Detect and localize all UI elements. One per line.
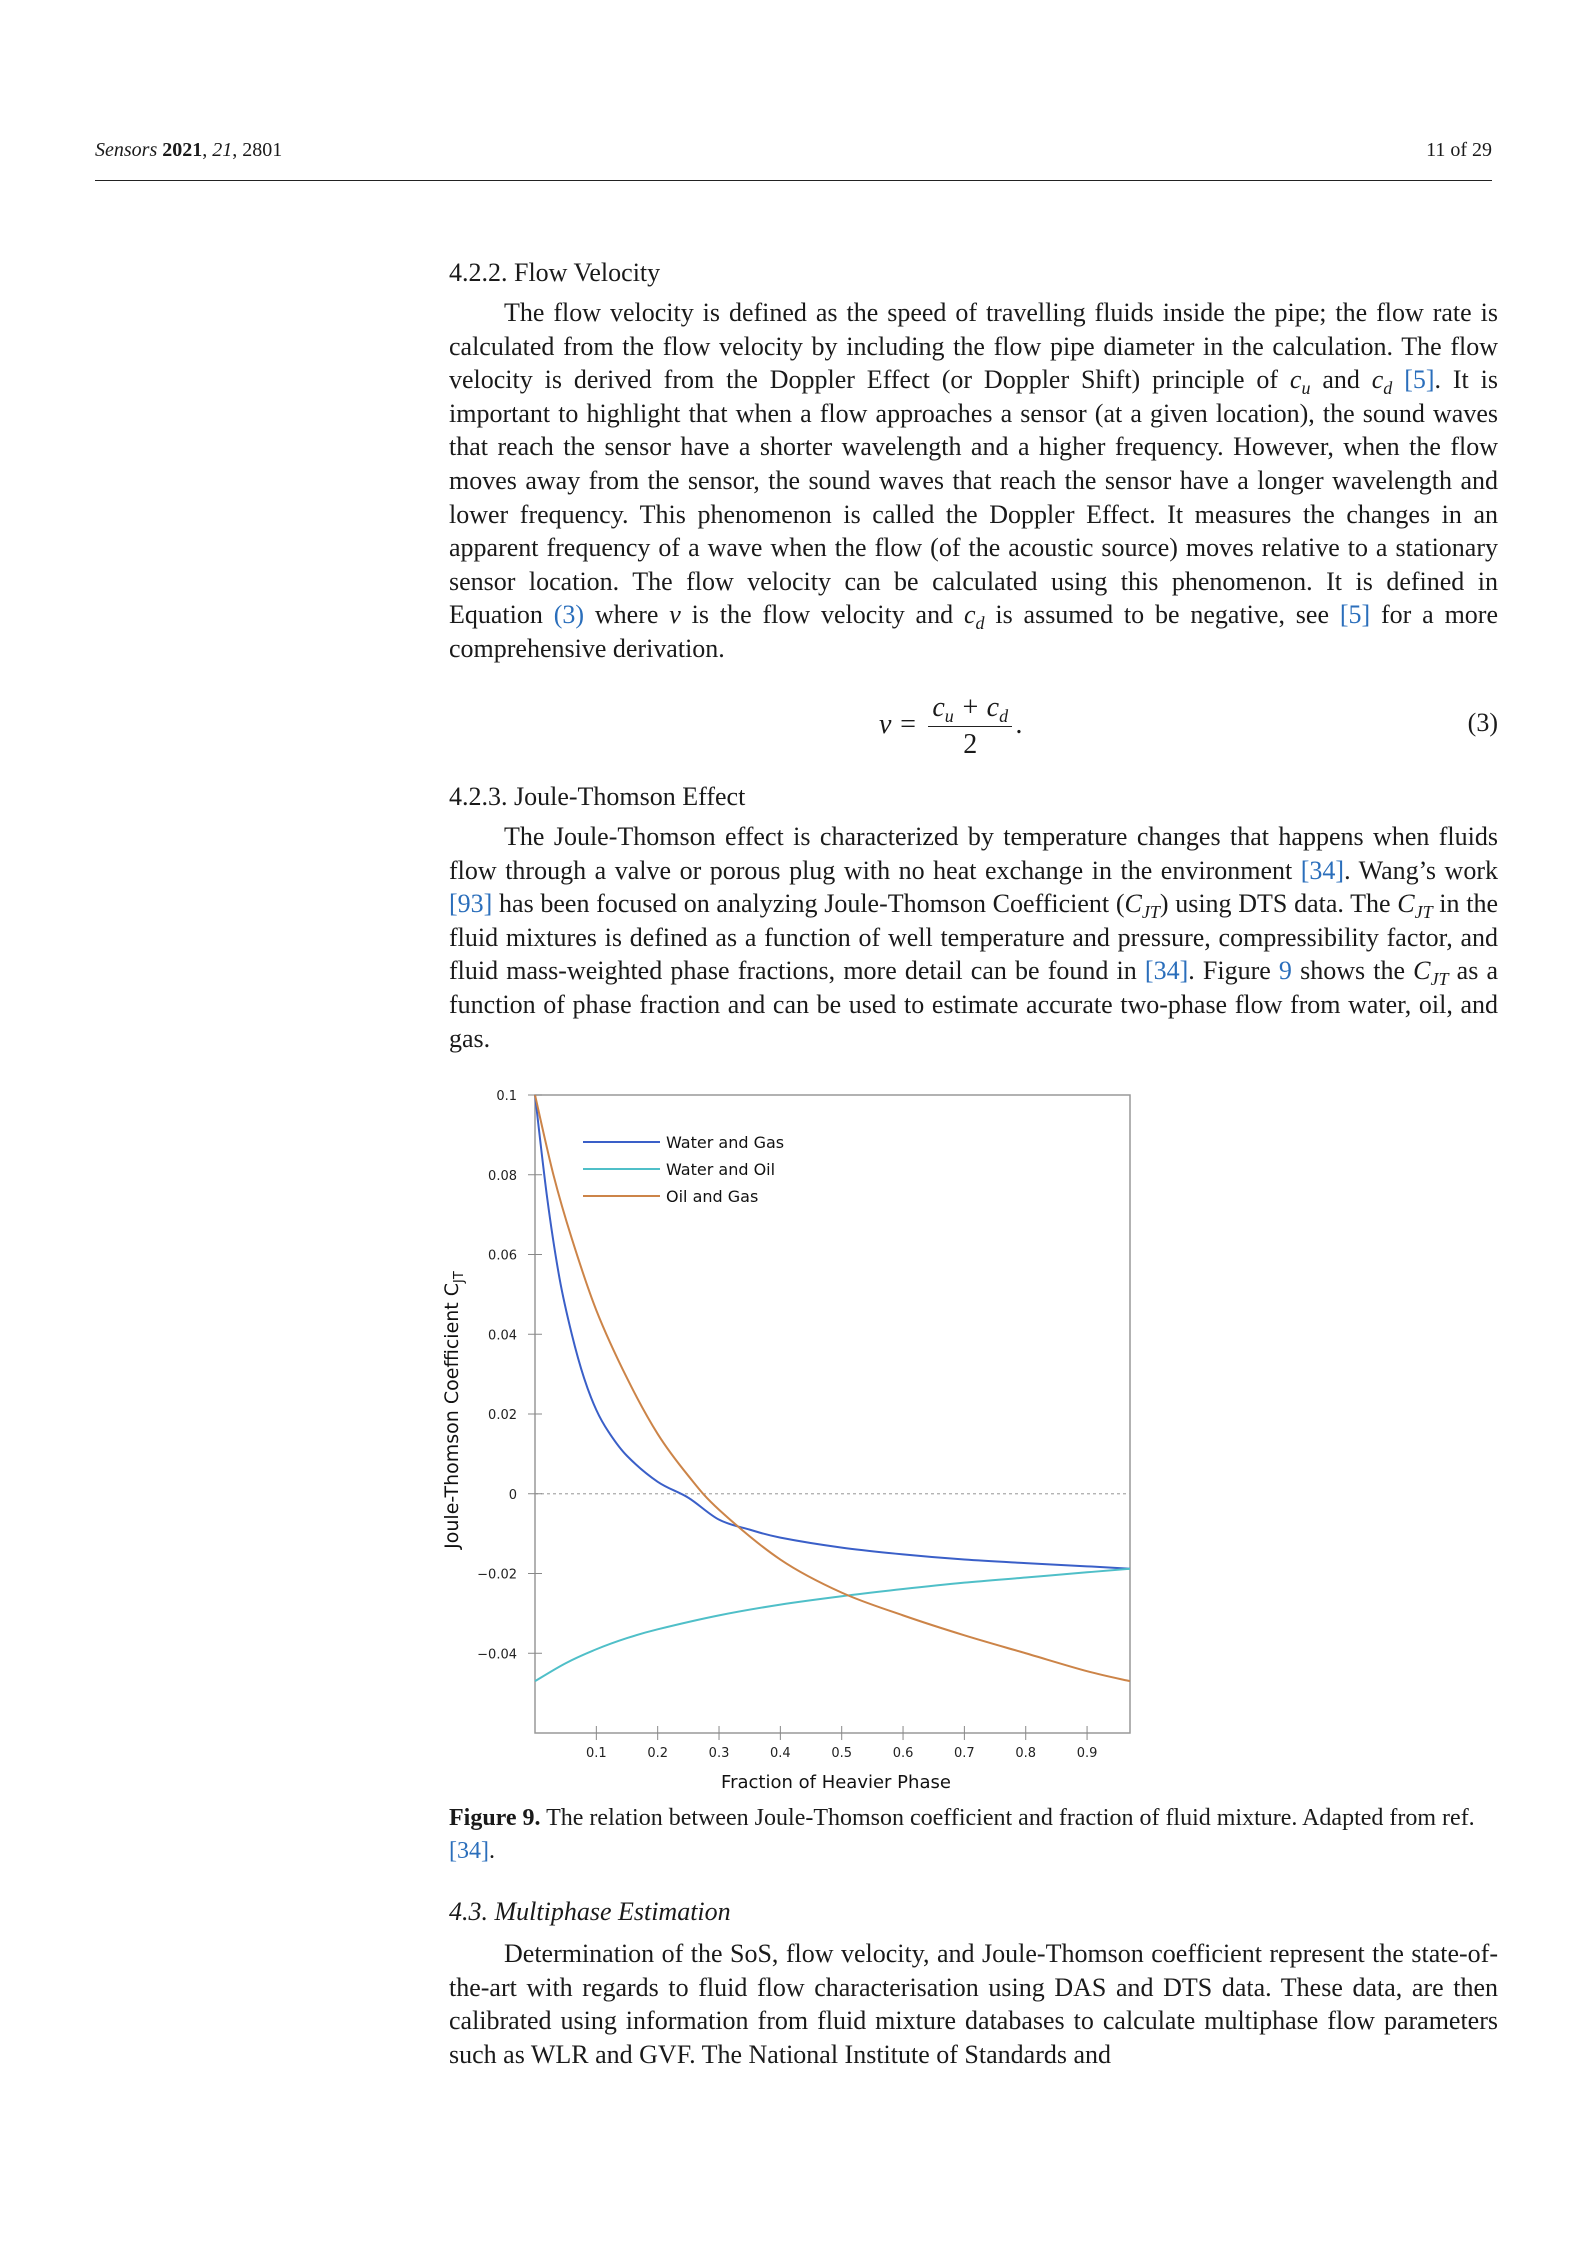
section-heading-flow-velocity: 4.2.2. Flow Velocity: [449, 258, 661, 287]
multiphase-paragraph: Determination of the SoS, flow velocity, and Joule-Thomson coefficient represent the state-of-the-art with regards to fluid flow characterisation using DAS and DTS data. These data, are then calibrated using information from fluid mixture databases to calculate multiphase flow parameters such as WLR and GVF. The National Institute of Standards and: [449, 1939, 1498, 2069]
plot-border: [535, 1095, 1130, 1733]
text-run: where: [584, 600, 670, 630]
x-tick-label: 0.3: [708, 1746, 730, 1761]
text-run: and: [1310, 365, 1372, 395]
x-tick-label: 0.7: [954, 1746, 975, 1761]
equation-3: [449, 690, 1498, 770]
section-multiphase: [449, 1895, 1498, 2071]
y-tick-label: 0.06: [488, 1248, 517, 1264]
x-tick-label: 0.8: [1015, 1746, 1037, 1761]
running-header-citation: Sensors 2021, 21, 2801: [95, 139, 283, 161]
citation-link-34[interactable]: [34]: [1300, 855, 1345, 885]
y-axis-label: [441, 1271, 467, 1550]
text-run: The Joule-Thomson effect is characterized by temperature changes that happens when fluids flow through a valve or porous plug with no heat exchange in the environment: [449, 822, 1498, 885]
joule-thomson-chart: [430, 1080, 1150, 1810]
section-joule-thomson: [449, 780, 1498, 1055]
citation-link-5[interactable]: [5]: [1404, 365, 1435, 395]
text-run: shows the: [1291, 956, 1414, 986]
math-plus-c: + c: [953, 692, 1000, 723]
y-tick-label: −0.04: [477, 1647, 517, 1663]
page-number: 11 of 29: [1426, 139, 1492, 161]
math-sub-u: u: [944, 706, 954, 726]
header-rule: [95, 180, 1492, 181]
text-run: is the flow velocity and: [680, 600, 964, 630]
equation-link-3[interactable]: (3): [553, 600, 585, 630]
y-tick-label: 0.02: [488, 1408, 517, 1423]
text-run: in the fluid mixtures is defined as a function of well temperature and pressure, compressibility factor, and fluid mass-weighted phase fractions, more detail can be found in: [449, 889, 1498, 986]
text-run: for a more comprehensive derivation.: [449, 600, 1498, 663]
math-c: C: [1397, 889, 1415, 919]
text-run: has been focused on analyzing Joule-Thomson Coefficient (: [492, 889, 1125, 919]
figure-caption: [449, 1802, 1498, 1868]
fraction-numerator: [928, 690, 1012, 727]
x-axis-label: Fraction of Heavier Phase: [721, 1772, 951, 1793]
legend-label-oil-and-gas: Oil and Gas: [666, 1187, 759, 1206]
flow-velocity-paragraph: [449, 296, 1498, 666]
math-c: c: [1289, 365, 1302, 395]
math-sub-u: u: [1301, 378, 1311, 399]
math-c: c: [963, 600, 976, 630]
joule-thomson-paragraph: [449, 820, 1498, 1055]
legend-label-water-and-oil: Water and Oil: [666, 1160, 776, 1179]
series-line-water-and-gas: [535, 1095, 1130, 1569]
journal-name: Sensors: [95, 139, 158, 161]
equation-fraction: [928, 690, 1012, 763]
equation-number: (3): [1467, 708, 1498, 737]
text-run: The flow velocity is defined as the speed of travelling fluids inside the pipe; the flow rate is calculated from the flow velocity by including the flow pipe diameter in the calculation. The flow velocity is derived from the Doppler Effect (or Doppler Shift) principle of: [449, 298, 1498, 395]
math-c: C: [1413, 956, 1431, 986]
text-run: is assumed to be negative, see: [984, 600, 1340, 630]
y-axis-label-main: Joule-Thomson Coefficient C: [441, 1282, 463, 1549]
x-tick-label: 0.2: [647, 1746, 669, 1761]
text-run: . It is important to highlight that when a flow approaches a sensor (at a given location), the sound waves that reach the sensor have a shorter wavelength and a higher frequency. However, when the flow moves away from the sensor, the sound waves that reach the sensor have a longer wavelength and lower frequency. This phenomenon is called the Doppler Effect. It measures the changes in an apparent frequency of a wave when the flow (of the acoustic source) moves relative to a stationary sensor location. The flow velocity can be calculated using this phenomenon. It is defined in Equation: [449, 365, 1498, 630]
x-tick-label: 0.1: [585, 1746, 607, 1761]
math-sub-d: d: [975, 613, 985, 634]
x-tick-label: 0.5: [831, 1746, 853, 1761]
article-number: 2801: [242, 139, 283, 161]
series-line-oil-and-gas: [535, 1095, 1130, 1681]
citation-link-34[interactable]: [34]: [449, 1838, 489, 1864]
math-v: v: [669, 600, 681, 630]
section-heading-multiphase: 4.3. Multiphase Estimation: [449, 1897, 731, 1926]
math-sub-jt: JT: [1430, 969, 1449, 990]
math-sub-jt: JT: [1141, 902, 1160, 923]
equation-period: .: [1016, 708, 1024, 740]
y-tick-label: 0.08: [488, 1168, 517, 1184]
y-axis-label-sub: JT: [452, 1271, 467, 1283]
citation-link-93[interactable]: [93]: [449, 889, 493, 919]
journal-year: 2021: [162, 139, 203, 161]
x-tick-label: 0.4: [770, 1746, 791, 1761]
x-tick-label: 0.9: [1076, 1746, 1098, 1761]
y-tick-label: 0.1: [496, 1089, 517, 1104]
text-run: . Wang’s work: [1344, 855, 1498, 885]
x-tick-label: 0.6: [892, 1746, 914, 1761]
y-tick-label: 0: [508, 1487, 517, 1503]
math-sub-d: d: [999, 706, 1009, 726]
journal-volume: 21: [212, 139, 233, 161]
section-flow-velocity: [449, 256, 1498, 666]
series-line-water-and-oil: [535, 1569, 1130, 1681]
legend-label-water-and-gas: Water and Gas: [666, 1133, 785, 1152]
text-run: ) using DTS data. The: [1159, 889, 1398, 919]
citation-link-5[interactable]: [5]: [1339, 600, 1371, 630]
math-c: c: [932, 692, 945, 723]
text-run: as a function of phase fraction and can be used to estimate accurate two-phase flow from water, oil, and gas.: [449, 956, 1498, 1053]
citation-link-34[interactable]: [34]: [1144, 956, 1189, 986]
caption-end: .: [488, 1838, 495, 1864]
math-c: c: [1371, 365, 1384, 395]
text-run: . Figure: [1188, 956, 1279, 986]
math-sub-d: d: [1383, 378, 1393, 399]
fraction-denominator: 2: [963, 729, 978, 760]
y-tick-label: 0.04: [488, 1328, 517, 1344]
figure-link-9[interactable]: 9: [1278, 956, 1292, 986]
caption-text: The relation between Joule-Thomson coefficient and fraction of fluid mixture. Adapted from ref.: [540, 1805, 1475, 1831]
figure-label: Figure 9.: [449, 1805, 541, 1831]
equation-body: [879, 690, 1023, 763]
math-c: C: [1124, 889, 1142, 919]
y-tick-label: −0.02: [477, 1567, 517, 1583]
equation-lhs: v =: [879, 708, 918, 740]
section-heading-joule-thomson: 4.2.3. Joule-Thomson Effect: [449, 782, 746, 811]
math-sub-jt: JT: [1414, 902, 1433, 923]
